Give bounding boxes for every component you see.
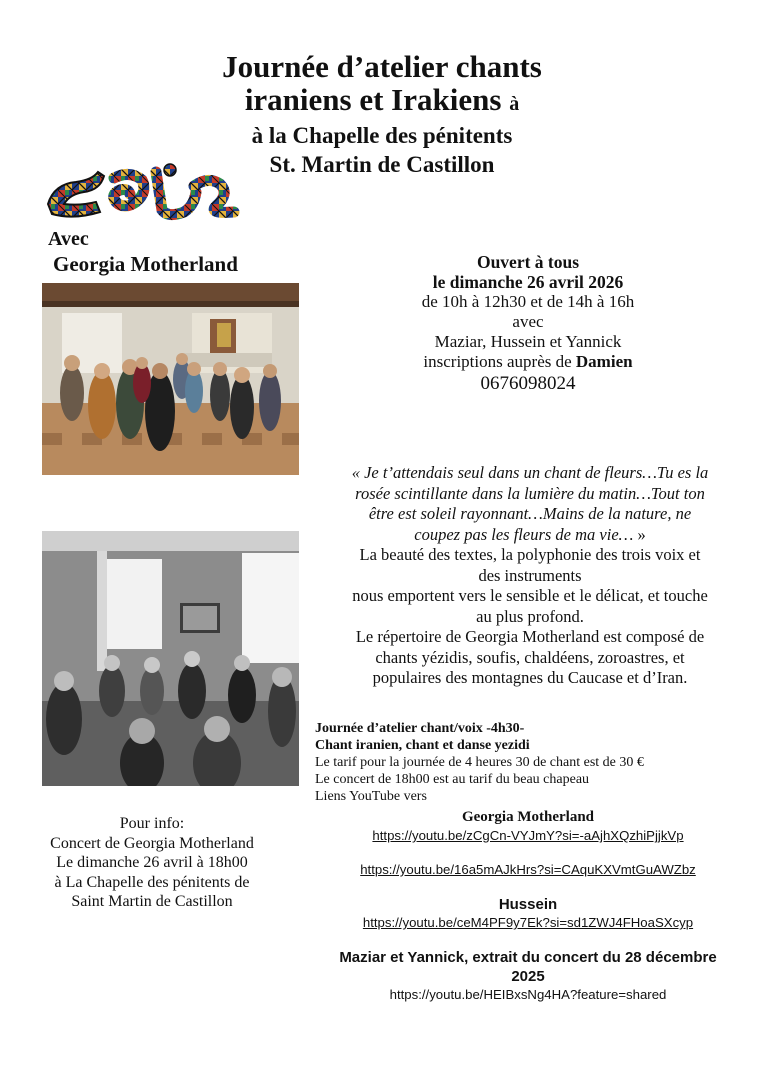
artist-name: Georgia Motherland (53, 252, 238, 276)
description (312, 463, 748, 689)
pour-info-line-4: à La Chapelle des pénitents de (54, 873, 250, 891)
desc-p2-line2: au plus profond. (476, 606, 584, 626)
youtube-links (308, 808, 748, 1004)
event-hours: de 10h à 12h30 et de 14h à 16h (421, 292, 635, 311)
desc-p2-line1: nous emportent vers le sensible et le délicat, et touche (352, 586, 708, 605)
maziar-links-heading-1: Maziar et Yannick, extrait du concert du 28 décembre (339, 949, 717, 966)
workshop-details (315, 720, 755, 805)
pour-info (22, 814, 282, 912)
title-line-3: à la Chapelle des pénitents (251, 123, 513, 148)
quote-close: » (637, 524, 646, 544)
open-to-all: Ouvert à tous (476, 252, 580, 272)
workshop-heading-2: Chant iranien, chant et danse yezidi (315, 738, 530, 753)
inscriptions-prefix: inscriptions auprès de (423, 352, 572, 371)
quote-line-2: rosée scintillante dans la lumière du matin…Tout ton (355, 483, 705, 503)
desc-p1-line2: des instruments (478, 565, 582, 585)
page-title (0, 50, 764, 179)
maziar-youtube-link[interactable]: https://youtu.be/HEIBxsNg4HA?feature=shared (389, 987, 667, 1002)
youtube-links-label: Liens YouTube vers (315, 789, 427, 804)
title-line-4: St. Martin de Castillon (269, 152, 495, 177)
hosts: Maziar, Hussein et Yannick (434, 332, 622, 351)
inscriptions-contact: Damien (575, 352, 633, 371)
desc-p3-line2: chants yézidis, soufis, chaldéens, zoroastres, et (375, 647, 685, 667)
pour-info-line-5: Saint Martin de Castillon (71, 893, 233, 910)
title-line-1: Journée d’atelier chants (222, 49, 542, 84)
event-date: le dimanche 26 avril 2026 (432, 272, 624, 292)
georgia-youtube-link-1[interactable]: https://youtu.be/zCgCn-VYJmY?si=-aAjhXQzhiPjjkVp (372, 828, 684, 843)
desc-p1-line1: La beauté des textes, la polyphonie des trois voix et (359, 545, 701, 564)
title-line-2 (0, 83, 764, 121)
hussein-youtube-link[interactable]: https://youtu.be/ceM4PF9y7Ek?si=sd1ZWJ4FHoaSXcyp (362, 915, 694, 930)
stained-glass-calligraphy-logo-icon (44, 162, 244, 226)
quote-line-1: « Je t’attendais seul dans un chant de fleurs…Tu es la (351, 463, 709, 482)
title-line-2-text: iraniens et Irakiens (244, 82, 502, 117)
phone-number: 0676098024 (480, 373, 576, 394)
georgia-links-heading: Georgia Motherland (461, 809, 595, 825)
desc-p3-line1: Le répertoire de Georgia Motherland est composé de (355, 627, 705, 646)
workshop-heading-1: Journée d’atelier chant/voix -4h30- (315, 721, 525, 736)
avec-label: Avec (48, 228, 89, 250)
pour-info-line-1: Pour info: (119, 815, 185, 832)
pour-info-line-2: Concert de Georgia Motherland (50, 834, 254, 852)
concert-price: Le concert de 18h00 est au tarif du beau chapeau (315, 772, 590, 787)
event-info (308, 252, 748, 396)
desc-p3-line3: populaires des montagnes du Caucase et d’Iran. (372, 668, 688, 687)
quote-line-4 (312, 525, 748, 546)
avec-text: avec (512, 312, 544, 331)
group-singing-photo-icon (42, 283, 299, 475)
inscriptions (308, 352, 748, 372)
pour-info-line-3: Le dimanche 26 avril à 18h00 (56, 854, 248, 871)
quote-line-4-text: coupez pas les fleurs de ma vie… (414, 524, 634, 544)
workshop-price: Le tarif pour la journée de 4 heures 30 de chant est de 30 € (315, 755, 644, 770)
workshop-circle-photo-icon (42, 531, 299, 786)
georgia-youtube-link-2[interactable]: https://youtu.be/16a5mAJkHrs?si=CAquKXVmtGuAWZbz (360, 862, 696, 877)
title-line-2-suffix: à (509, 93, 520, 115)
maziar-links-heading-2: 2025 (511, 968, 545, 985)
hussein-links-heading: Hussein (498, 896, 558, 913)
quote-line-3: être est soleil rayonnant…Mains de la nature, ne (368, 504, 692, 523)
